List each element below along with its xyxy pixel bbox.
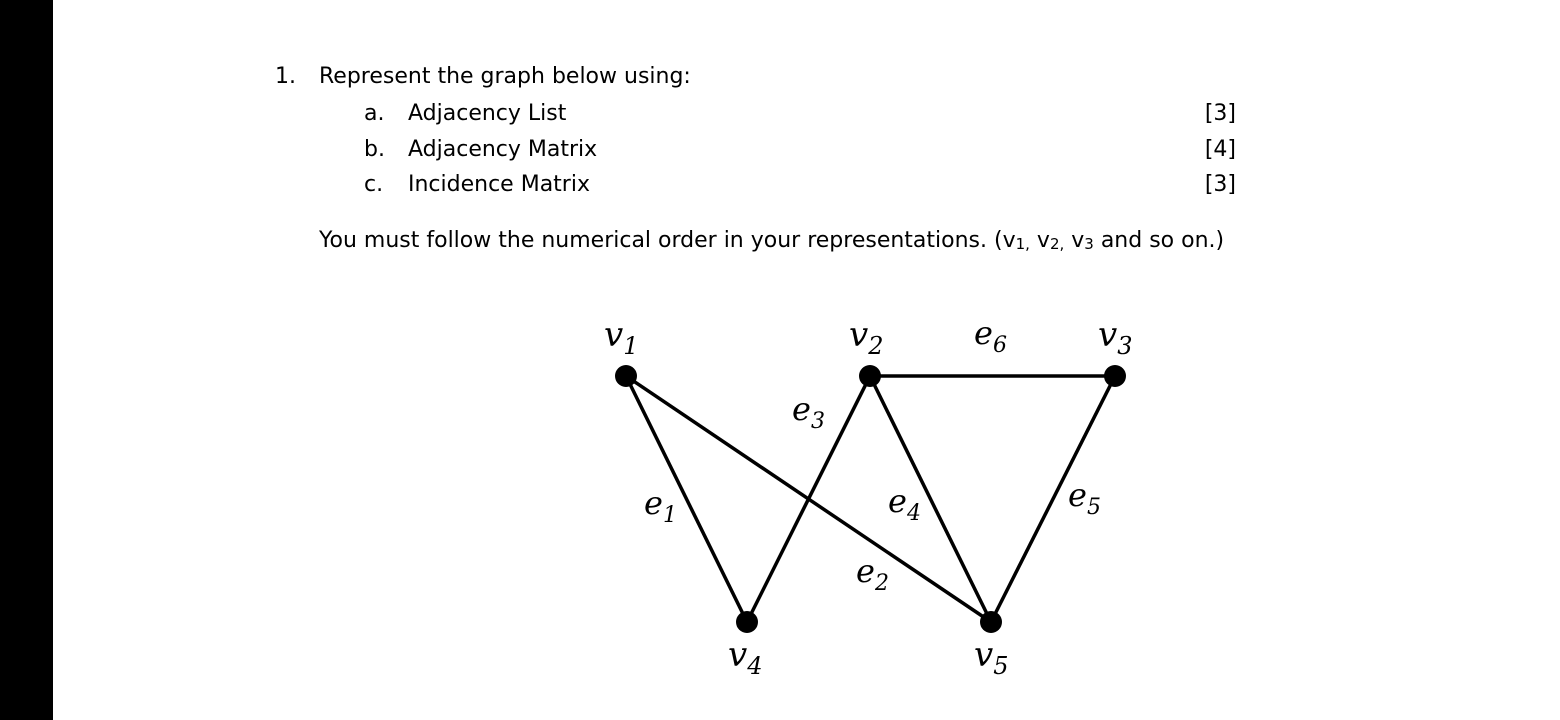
edge-e6-label: $e_6$ (974, 314, 1007, 358)
left-black-bar (0, 0, 53, 720)
vertex-v3-label: $v_3$ (1098, 315, 1133, 360)
edge-e1-label: $e_1$ (644, 484, 677, 528)
vertex-v1-label: $v_1$ (604, 315, 639, 360)
item-b-marks: [4] (1204, 137, 1236, 162)
edge-e2-label: $e_2$ (856, 552, 889, 596)
item-a-label: a. (364, 101, 385, 126)
item-a-marks: [3] (1204, 101, 1236, 126)
item-b-text: Adjacency Matrix (408, 137, 598, 162)
question-prompt: Represent the graph below using: (319, 64, 691, 89)
item-b-label: b. (364, 137, 385, 162)
instruction-text: You must follow the numerical order in your representations. ($v_{1,}$ $v_{2,}$ $v_3$ and so on.) (319, 228, 1225, 253)
vertex-v5-label: $v_5$ (974, 635, 1009, 680)
item-c-marks: [3] (1204, 172, 1236, 197)
vertex-v4-dot (736, 611, 758, 633)
graph-diagram (560, 300, 1160, 700)
item-c-text: Incidence Matrix (408, 172, 590, 197)
vertex-v2-dot (859, 365, 881, 387)
vertex-v3-dot (1104, 365, 1126, 387)
question-number: 1. (275, 64, 296, 89)
vertex-v5-dot (980, 611, 1002, 633)
item-a (364, 101, 1236, 131)
item-c (364, 172, 1236, 202)
vertex-v1-dot (615, 365, 637, 387)
item-c-label: c. (364, 172, 384, 197)
vertex-v4-label: $v_4$ (728, 635, 763, 680)
edge-e3-label: $e_3$ (792, 390, 825, 434)
item-a-text: Adjacency List (408, 101, 567, 126)
item-b (364, 137, 1236, 167)
edge-e4-label: $e_4$ (888, 482, 921, 526)
vertex-v2-label: $v_2$ (849, 315, 884, 360)
edge-e5-label: $e_5$ (1068, 476, 1101, 520)
